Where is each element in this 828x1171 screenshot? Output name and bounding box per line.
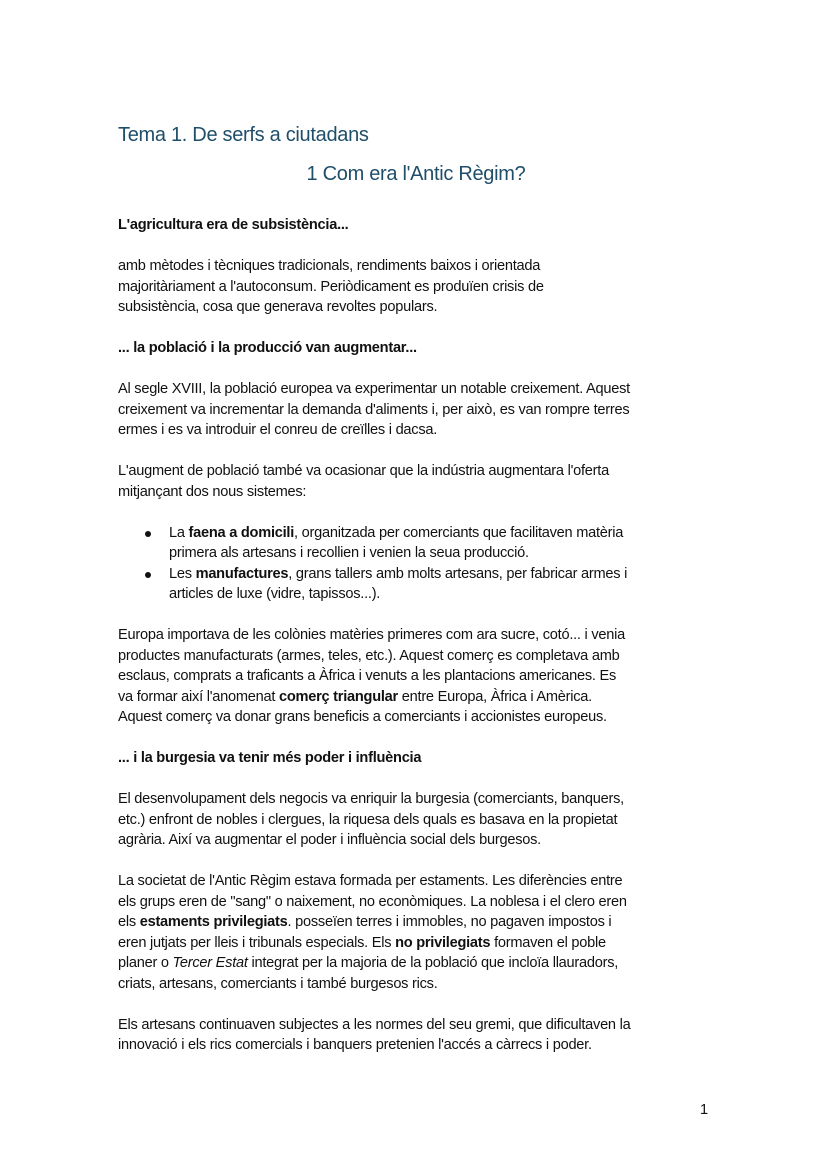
text-segment: La societat de l'Antic Règim estava formada per estaments. Les diferències entre bbox=[118, 873, 623, 889]
text-line bbox=[118, 974, 738, 995]
text-segment: articles de luxe (vidre, tapissos...). bbox=[169, 586, 381, 602]
bold-text: manufactures bbox=[195, 565, 289, 582]
paragraph bbox=[118, 871, 738, 994]
text-line bbox=[118, 687, 738, 708]
page-number: 1 bbox=[700, 1102, 709, 1118]
bold-text: no privilegiats bbox=[395, 934, 491, 951]
text-segment: els grups eren de "sang" o naixement, no econòmiques. La noblesa i el clero eren bbox=[118, 893, 627, 910]
text-line bbox=[118, 933, 738, 954]
text-segment: va formar així l'anomenat bbox=[118, 688, 279, 705]
text-line bbox=[118, 666, 738, 687]
bold-text: comerç triangular bbox=[278, 688, 398, 705]
text-line bbox=[118, 625, 738, 646]
text-line bbox=[118, 256, 738, 277]
text-line bbox=[118, 400, 738, 421]
text-segment: La bbox=[169, 524, 189, 541]
text-segment: planer o bbox=[118, 955, 173, 971]
italic-text: Tercer Estat bbox=[172, 955, 248, 971]
text-segment: criats, artesans, comerciants i també burgesos rics. bbox=[118, 975, 438, 992]
text-segment: creixement va incrementar la demanda d'aliments i, per això, es van rompre terres bbox=[118, 401, 630, 418]
document-title: Tema 1. De serfs a ciutadans bbox=[118, 124, 369, 146]
text-segment: , organitzada per comerciants que facilitaven matèria bbox=[294, 524, 624, 541]
text-line bbox=[118, 707, 738, 728]
text-segment: integrat per la majoria de la població que incloïa llauradors, bbox=[247, 955, 619, 971]
paragraph bbox=[118, 625, 738, 728]
document-body bbox=[118, 215, 738, 1076]
paragraph-heading bbox=[118, 748, 738, 769]
text-segment: eren jutjats per lleis i tribunals especials. Els bbox=[118, 934, 396, 951]
text-segment: Aquest comerç va donar grans beneficis a comerciants i accionistes europeus. bbox=[118, 709, 607, 725]
text-line bbox=[118, 1015, 738, 1036]
text-segment: Les bbox=[169, 565, 196, 582]
text-segment: . posseïen terres i immobles, no pagaven impostos i bbox=[287, 914, 612, 930]
paragraph bbox=[118, 461, 738, 502]
text-line bbox=[118, 892, 738, 913]
text-line bbox=[118, 297, 738, 318]
text-segment: entre Europa, Àfrica i Amèrica. bbox=[397, 688, 592, 705]
bold-text: estaments privilegiats bbox=[139, 914, 288, 930]
text-line bbox=[118, 912, 738, 933]
text-line bbox=[118, 830, 738, 851]
list-item bbox=[118, 523, 738, 564]
bold-text: L'agricultura era de subsistència... bbox=[118, 217, 349, 233]
text-segment: L'augment de població també va ocasionar que la indústria augmentara l'oferta bbox=[118, 463, 609, 479]
text-line bbox=[118, 461, 738, 482]
text-line bbox=[169, 543, 738, 564]
paragraph bbox=[118, 256, 738, 318]
text-line bbox=[118, 748, 738, 769]
paragraph-heading bbox=[118, 338, 738, 359]
text-segment: etc.) enfront de nobles i clergues, la riquesa dels quals es basava en la propietat bbox=[118, 811, 618, 828]
paragraph bbox=[118, 379, 738, 441]
text-line bbox=[118, 810, 738, 831]
bold-text: ... i la burgesia va tenir més poder i influència bbox=[118, 750, 422, 766]
text-segment: amb mètodes i tècniques tradicionals, rendiments baixos i orientada bbox=[118, 258, 541, 274]
list-item bbox=[118, 564, 738, 605]
text-segment: esclaus, comprats a traficants a Àfrica i venuts a les plantacions americanes. Es bbox=[118, 668, 617, 684]
text-line bbox=[118, 420, 738, 441]
text-segment: subsistència, cosa que generava revoltes populars. bbox=[118, 299, 438, 315]
text-line bbox=[118, 277, 738, 298]
text-line bbox=[118, 482, 738, 503]
text-segment: , grans tallers amb molts artesans, per fabricar armes i bbox=[288, 565, 628, 582]
text-segment: primera als artesans i recollien i venien la seua producció. bbox=[169, 545, 529, 561]
text-line bbox=[169, 523, 738, 544]
text-segment: Els artesans continuaven subjectes a les normes del seu gremi, que dificultaven la bbox=[118, 1016, 631, 1033]
paragraph-heading bbox=[118, 215, 738, 236]
text-segment: majoritàriament a l'autoconsum. Periòdicament es produïen crisis de bbox=[118, 278, 544, 295]
bold-text: ... la població i la producció van augmentar... bbox=[118, 340, 417, 356]
text-segment: innovació i els rics comercials i banquers pretenien l'accés a càrrecs i poder. bbox=[118, 1037, 592, 1053]
text-line bbox=[169, 584, 738, 605]
text-line bbox=[118, 953, 738, 974]
text-line bbox=[118, 215, 738, 236]
bullet-list bbox=[118, 523, 738, 605]
text-segment: productes manufacturats (armes, teles, etc.). Aquest comerç es completava amb bbox=[118, 647, 620, 664]
text-line bbox=[118, 871, 738, 892]
text-segment: Al segle XVIII, la població europea va experimentar un notable creixement. Aquest bbox=[118, 381, 630, 397]
text-line bbox=[169, 564, 738, 585]
text-segment: ermes i es va introduir el conreu de creïlles i dacsa. bbox=[118, 422, 438, 438]
text-segment: Europa importava de les colònies matèries primeres com ara sucre, cotó... i venia bbox=[118, 627, 625, 643]
bold-text: faena a domicili bbox=[188, 524, 295, 541]
text-line bbox=[118, 646, 738, 667]
section-heading: 1 Com era l'Antic Règim? bbox=[306, 163, 526, 185]
text-segment: El desenvolupament dels negocis va enriquir la burgesia (comerciants, banquers, bbox=[118, 791, 624, 807]
text-segment: agrària. Així va augmentar el poder i influència social dels burgesos. bbox=[118, 832, 541, 848]
text-line bbox=[118, 379, 738, 400]
bullet-icon bbox=[145, 572, 151, 578]
text-line bbox=[118, 1035, 738, 1056]
text-segment: els bbox=[118, 914, 140, 930]
bullet-icon bbox=[145, 531, 151, 537]
paragraph bbox=[118, 1015, 738, 1056]
text-segment: mitjançant dos nous sistemes: bbox=[118, 483, 307, 500]
text-line bbox=[118, 338, 738, 359]
text-line bbox=[118, 789, 738, 810]
text-segment: formaven el poble bbox=[490, 934, 606, 951]
paragraph bbox=[118, 789, 738, 851]
